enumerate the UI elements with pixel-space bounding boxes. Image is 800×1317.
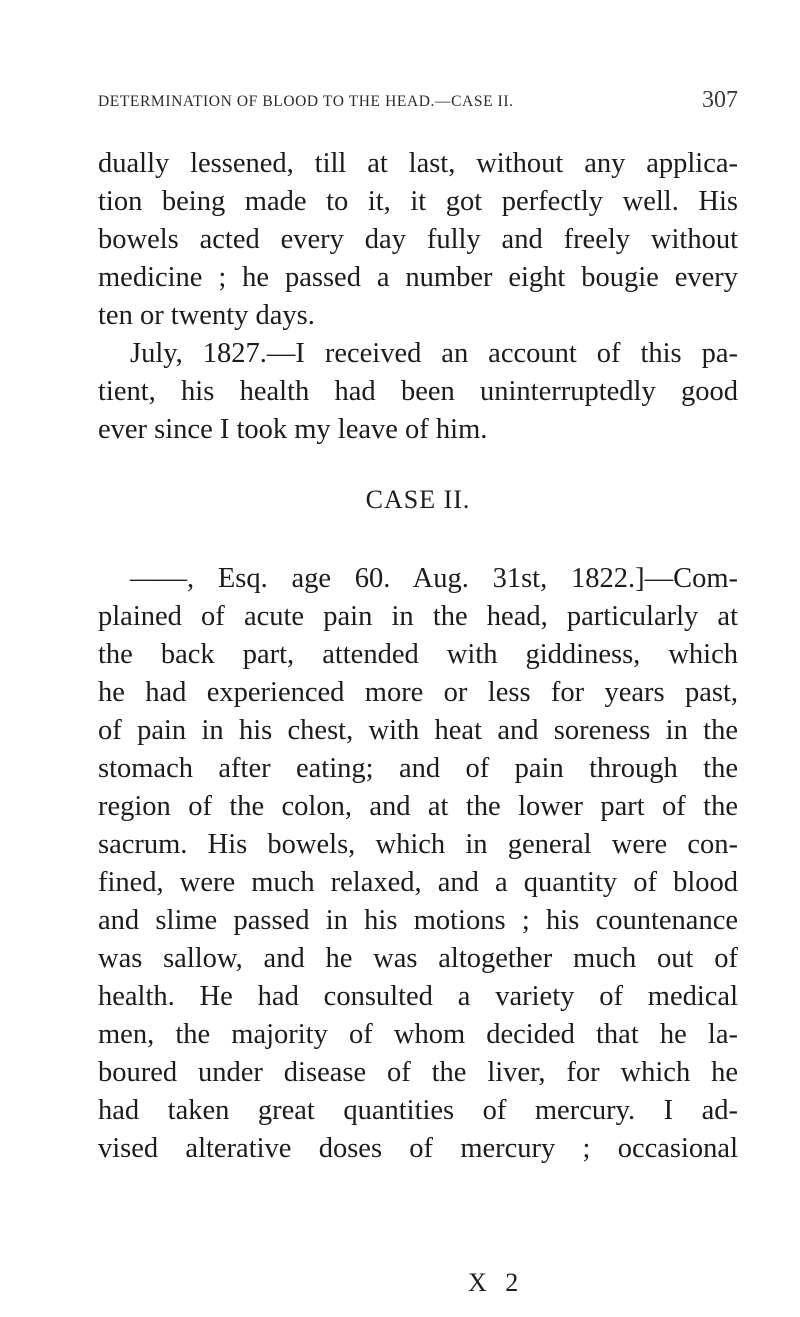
text-line: plained of acute pain in the head, particularly at [98, 601, 738, 632]
text-line: ten or twenty days. [98, 300, 315, 331]
text-line: the back part, attended with giddiness, which [98, 639, 738, 670]
text-line: and slime passed in his motions ; his countenance [98, 905, 738, 936]
text-line: tion being made to it, it got perfectly well. His [98, 186, 738, 217]
text-line: had taken great quantities of mercury. I ad- [98, 1095, 738, 1126]
text-line: ever since I took my leave of him. [98, 414, 488, 445]
text-line: men, the majority of whom decided that he la- [98, 1019, 738, 1050]
running-title: DETERMINATION OF BLOOD TO THE HEAD.—CASE II. [98, 93, 514, 110]
text-line: July, 1827.—I received an account of this pa- [130, 338, 738, 369]
running-head [98, 87, 738, 115]
page-number: 307 [702, 87, 738, 113]
text-line: ——, Esq. age 60. Aug. 31st, 1822.]—Com- [130, 563, 738, 594]
text-line: boured under disease of the liver, for which he [98, 1057, 738, 1088]
text-line: medicine ; he passed a number eight bougie every [98, 262, 738, 293]
text-line: tient, his health had been uninterruptedly good [98, 376, 738, 407]
text-line: he had experienced more or less for years past, [98, 677, 738, 708]
text-line: bowels acted every day fully and freely without [98, 224, 738, 255]
text-line: of pain in his chest, with heat and soreness in the [98, 715, 738, 746]
text-line: stomach after eating; and of pain through the [98, 753, 738, 784]
text-line: region of the colon, and at the lower part of the [98, 791, 738, 822]
signature-mark: X 2 [468, 1268, 525, 1297]
text-line: vised alterative doses of mercury ; occasional [98, 1133, 738, 1164]
text-line: was sallow, and he was altogether much out of [98, 943, 738, 974]
text-line: health. He had consulted a variety of medical [98, 981, 738, 1012]
case-heading: CASE II. [365, 485, 471, 514]
text-line: fined, were much relaxed, and a quantity of blood [98, 867, 738, 898]
text-line: dually lessened, till at last, without any applica- [98, 148, 738, 179]
text-line: sacrum. His bowels, which in general were con- [98, 829, 738, 860]
